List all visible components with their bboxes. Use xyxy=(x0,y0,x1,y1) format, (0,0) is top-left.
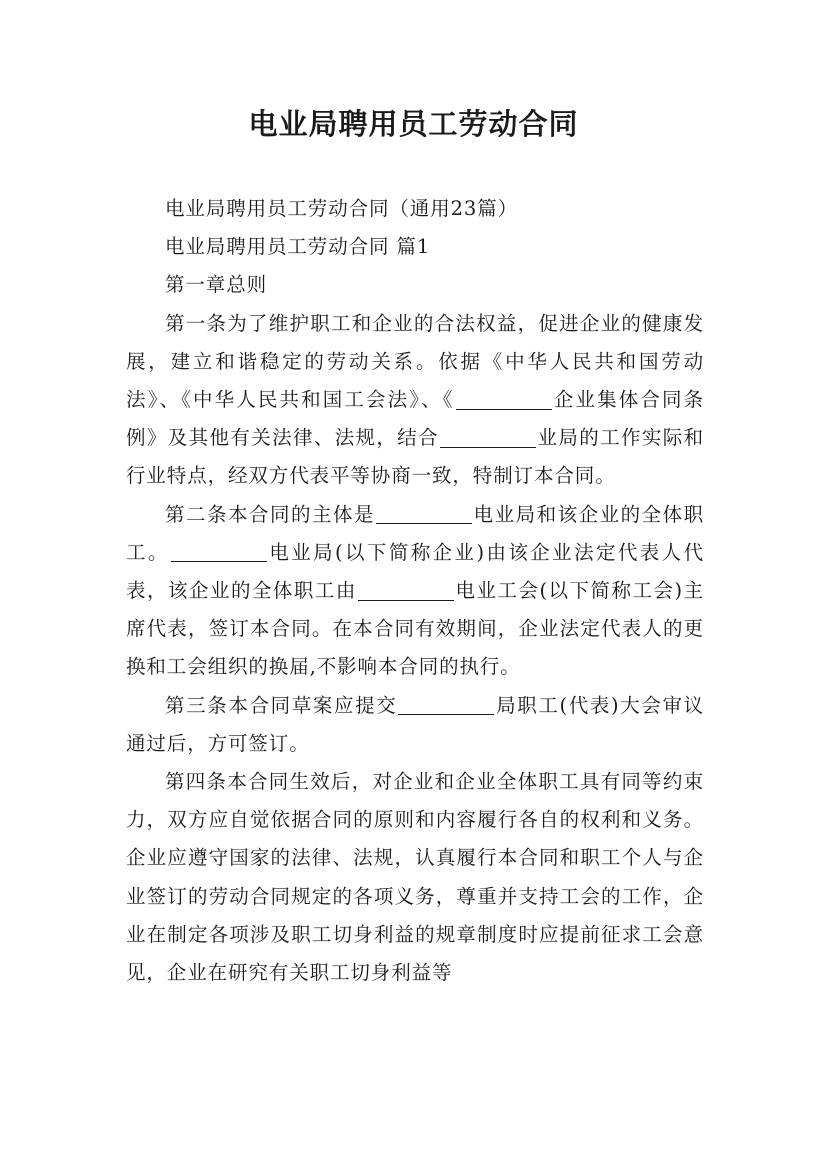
paragraph-text: 第二条本合同的主体是 xyxy=(165,502,375,526)
paragraph-text: 第一章总则 xyxy=(165,273,268,297)
article-1-paragraph xyxy=(126,305,704,496)
fill-in-blank[interactable] xyxy=(456,388,552,409)
fill-in-blank[interactable] xyxy=(171,541,267,562)
article-3-paragraph xyxy=(126,687,704,763)
paragraph-text: 业局的工作实际和行业特点，经双方代表平等协商一致，特制订本合同。 xyxy=(126,426,704,488)
paragraph-text: 电业局聘用员工劳动合同（通用23篇） xyxy=(165,197,519,220)
paragraph-text: 第三条本合同草案应提交 xyxy=(165,693,398,717)
paragraph-text: 电业局(以下简称企业)由该企业法定代表人代表，该企业的全体职工由 xyxy=(126,540,704,603)
subtitle-paragraph xyxy=(126,190,704,228)
paragraph-text: 电业局和该企业的全体职工。 xyxy=(126,502,704,564)
paragraph-text: 电业局聘用员工劳动合同 篇1 xyxy=(165,235,431,259)
article-2-paragraph xyxy=(126,496,704,687)
document-body xyxy=(126,190,704,992)
document-title: 电业局聘用员工劳动合同 xyxy=(248,107,579,141)
fill-in-blank[interactable] xyxy=(376,503,472,524)
fill-in-blank[interactable] xyxy=(398,694,494,715)
paragraph-text: 局职工(代表)大会审议通过后，方可签订。 xyxy=(126,693,704,755)
fill-in-blank[interactable] xyxy=(358,579,454,600)
section-heading xyxy=(126,228,704,266)
paragraph-text: 第一条为了维护职工和企业的合法权益，促进企业的健康发展，建立和谐稳定的劳动关系。依据《中华人民共和国劳动法》、《中华人民共和国工会法》、《 xyxy=(126,311,704,412)
paragraph-text: 第四条本合同生效后，对企业和企业全体职工具有同等约束力，双方应自觉依据合同的原则和内容履行各自的权利和义务。企业应遵守国家的法律、法规，认真履行本合同和职工个人与企业签订的劳动合同规定的各项义务，尊重并支持工会的工作，企业在制定各项涉及职工切身利益的规章制度时应提前征求工会意见，企业在研究有关职工切身利益等 xyxy=(126,770,704,985)
fill-in-blank[interactable] xyxy=(440,426,536,447)
paragraph-text: 企业集体合同条例》及其他有关法律、法规，结合 xyxy=(126,388,704,450)
chapter-heading xyxy=(126,266,704,304)
article-4-paragraph xyxy=(126,763,704,992)
paragraph-text: 电业工会(以下简称工会)主席代表，签订本合同。在本合同有效期间，企业法定代表人的更换和工会组织的换届,不影响本合同的执行。 xyxy=(126,579,704,679)
